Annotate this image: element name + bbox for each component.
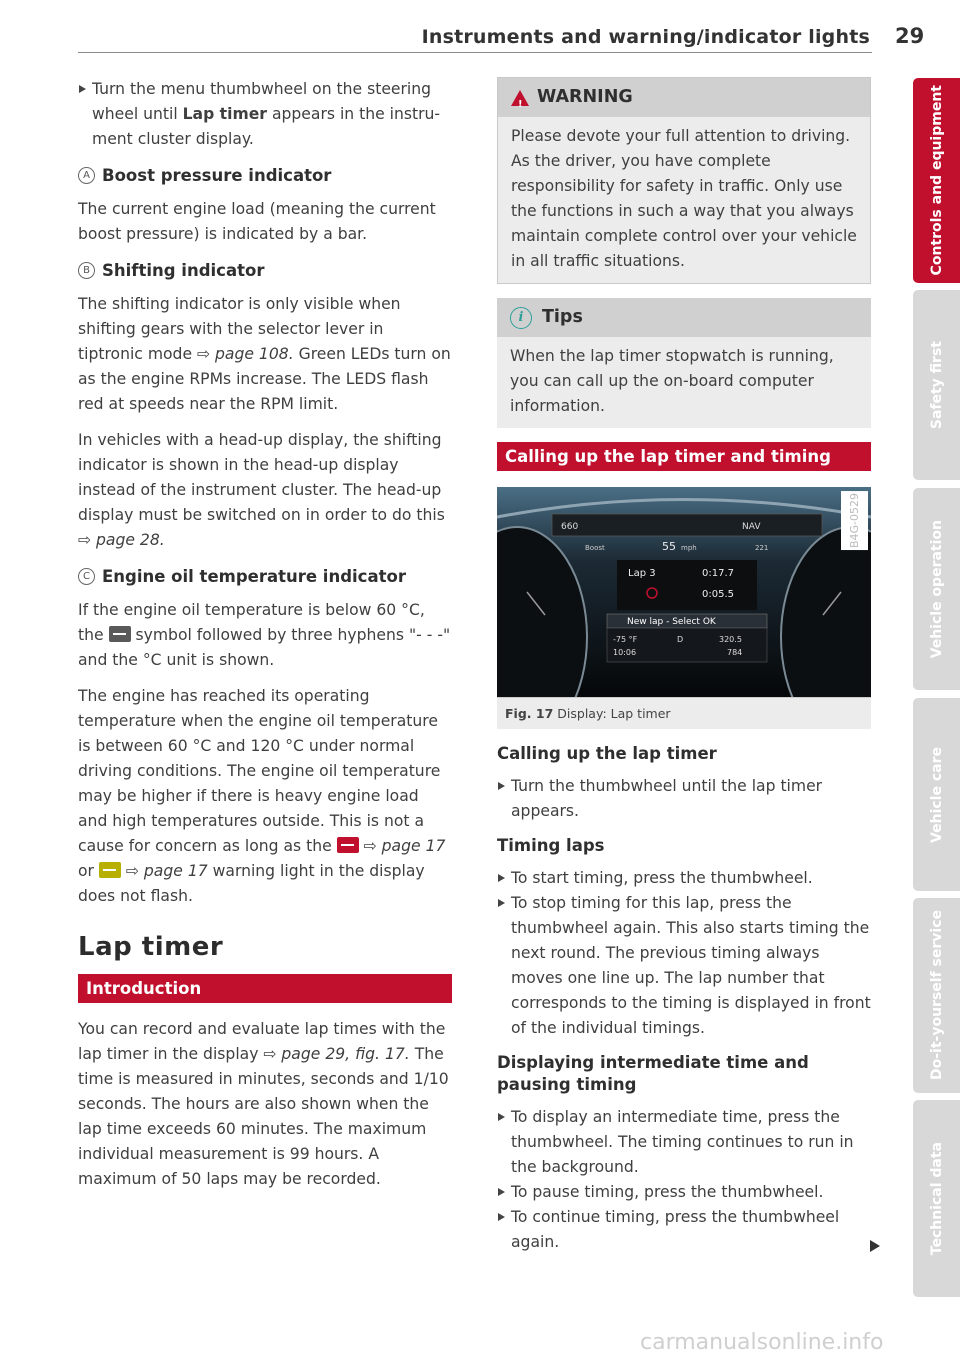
page-17-link-1[interactable]: ⇨ page 17 xyxy=(363,837,446,855)
lap-timer-figure xyxy=(497,487,871,698)
fig-nav: NAV xyxy=(742,522,761,532)
intro-text: You can record and evaluate lap times with the lap timer in the display ⇨ page 29, fig. 17. The time is measured in minutes, seconds and 1/10 seconds. The hours are also shown when the lap time exceeds 60 minutes. The maximum individual measurement is 99 hours. A maximum of 50 laps may be recorded. xyxy=(78,1020,449,1188)
calling-bullet-1: Turn the thumbwheel until the lap timer appears. xyxy=(497,774,871,824)
header-rule xyxy=(78,52,872,53)
fig-odo: 660 xyxy=(561,522,579,532)
side-tab-vehicle-operation[interactable]: Vehicle operation xyxy=(913,488,960,690)
warning-text: Please devote your full attention to driving. As the driver, you have complete responsibility for safety in traffic. Only use the functions in such a way that you always maintain complete control over your vehicle in all traffic situations. xyxy=(511,127,857,270)
fig-speed: 55 xyxy=(662,540,676,553)
right-column xyxy=(497,77,871,1266)
page-29-link[interactable]: ⇨ page 29, fig. 17. xyxy=(263,1045,410,1063)
lap-timer-keyword: Lap timer xyxy=(182,105,267,123)
cluster-display-illustration xyxy=(497,487,871,697)
shift-text-2: In vehicles with a head-up display, the shifting indicator is shown in the head-up display instead of the instrument cluster. The head-up display must be switched on in order to do this ⇨ page 28. xyxy=(78,431,445,549)
side-tab-safety[interactable]: Safety first xyxy=(913,290,960,480)
warning-box xyxy=(497,77,871,284)
page-28-link[interactable]: ⇨ page 28. xyxy=(78,531,165,549)
timing-bullet-1: To start timing, press the thumbwheel. xyxy=(497,866,871,891)
page-number: 29 xyxy=(895,24,925,48)
side-tab-diy-service[interactable]: Do-it-yourself service xyxy=(913,898,960,1093)
oil-text-2: The engine has reached its operating temperature when the engine oil temperature is between 60 °C and 120 °C under normal driving conditions. The engine oil temperature may be higher if there is heavy engine load and high temperatures outside. This is not a cause for concern as long as the ⇨ page 17 or ⇨ page 17 warning light in the display does not flash. xyxy=(78,687,446,905)
inter-bullet-2: To pause timing, press the thumbwheel. xyxy=(497,1180,871,1205)
left-column xyxy=(78,77,452,1203)
oil-temp-icon xyxy=(109,626,131,642)
side-tab-vehicle-care[interactable]: Vehicle care xyxy=(913,698,960,891)
inter-bullet-1: To display an intermediate time, press the thumbwheel. The timing continues to run in the background. xyxy=(497,1105,871,1180)
figure-code: B4G-0529 xyxy=(841,491,868,550)
shift-heading: B Shifting indicator xyxy=(78,258,452,283)
fig-menu: New lap - Select OK xyxy=(627,617,716,627)
fig-temp: -75 °F xyxy=(613,635,638,644)
intro-bullet: Turn the menu thumbwheel on the steering wheel until Lap timer appears in the instru-ment cluster display. xyxy=(78,77,452,152)
marker-c: C xyxy=(78,568,95,585)
calling-heading: Calling up the lap timer xyxy=(497,744,717,763)
fig-lap-time: 0:17.7 xyxy=(702,568,734,579)
fig-trip: 320.5 xyxy=(719,635,742,644)
inter-bullet-3: To continue timing, press the thumbwheel again. xyxy=(497,1205,871,1255)
info-icon: i xyxy=(510,307,532,329)
fig-speed-unit: mph xyxy=(681,544,697,552)
introduction-band: Introduction xyxy=(78,974,452,1003)
warning-triangle-icon xyxy=(511,90,529,106)
marker-b: B xyxy=(78,262,95,279)
watermark: carmanualsonline.info xyxy=(640,1330,884,1355)
tips-header: i Tips xyxy=(497,298,871,337)
figure-caption: Fig. 17 Display: Lap timer xyxy=(497,698,871,729)
fig-range: 221 xyxy=(755,544,769,552)
fig-gear: D xyxy=(677,635,684,644)
oil-heading: C Engine oil temperature indicator xyxy=(78,564,452,589)
oil-text-1: If the engine oil temperature is below 60 °C, the symbol followed by three hyphens "- - -" and the °C unit is shown. xyxy=(78,601,451,669)
calling-up-band: Calling up the lap timer and timing xyxy=(497,442,871,471)
boost-text: The current engine load (meaning the current boost pressure) is indicated by a bar. xyxy=(78,200,436,243)
marker-a: A xyxy=(78,167,95,184)
page-108-link[interactable]: ⇨ page 108. xyxy=(197,345,294,363)
side-tab-technical-data[interactable]: Technical data xyxy=(913,1100,960,1297)
boost-heading: A Boost pressure indicator xyxy=(78,163,452,188)
side-tab-controls[interactable]: Controls and equipment xyxy=(913,78,960,283)
oil-warning-red-icon xyxy=(337,837,359,853)
timing-heading: Timing laps xyxy=(497,836,605,855)
page-header-title: Instruments and warning/indicator lights xyxy=(421,26,870,48)
shift-text-1: The shifting indicator is only visible when shifting gears with the selector lever in tiptronic mode ⇨ page 108. Green LEDs turn on as the engine RPMs increase. The LEDS flash red at speeds near the RPM limit. xyxy=(78,295,451,413)
fig-odo-2: 784 xyxy=(727,648,743,657)
tips-box xyxy=(497,298,871,428)
fig-lap-time-2: 0:05.5 xyxy=(702,589,734,600)
page-17-link-2[interactable]: ⇨ page 17 xyxy=(125,862,208,880)
fig-lap-label: Lap 3 xyxy=(628,568,656,579)
oil-warning-yellow-icon xyxy=(99,862,121,878)
fig-clock: 10:06 xyxy=(613,648,637,657)
lap-timer-title: Lap timer xyxy=(78,932,224,962)
tips-text: When the lap timer stopwatch is running, you can call up the on-board computer information. xyxy=(510,347,834,415)
continue-arrow-icon xyxy=(870,1240,880,1252)
warning-header: ! WARNING xyxy=(498,78,870,117)
fig-boost: Boost xyxy=(585,544,605,552)
timing-bullet-2: To stop timing for this lap, press the thumbwheel again. This also starts timing the next round. The previous timing always moves one line up. The lap number that corresponds to the timing is displayed in front of the individual timings. xyxy=(497,891,871,1041)
intermediate-heading: Displaying intermediate time and pausing timing xyxy=(497,1053,809,1094)
